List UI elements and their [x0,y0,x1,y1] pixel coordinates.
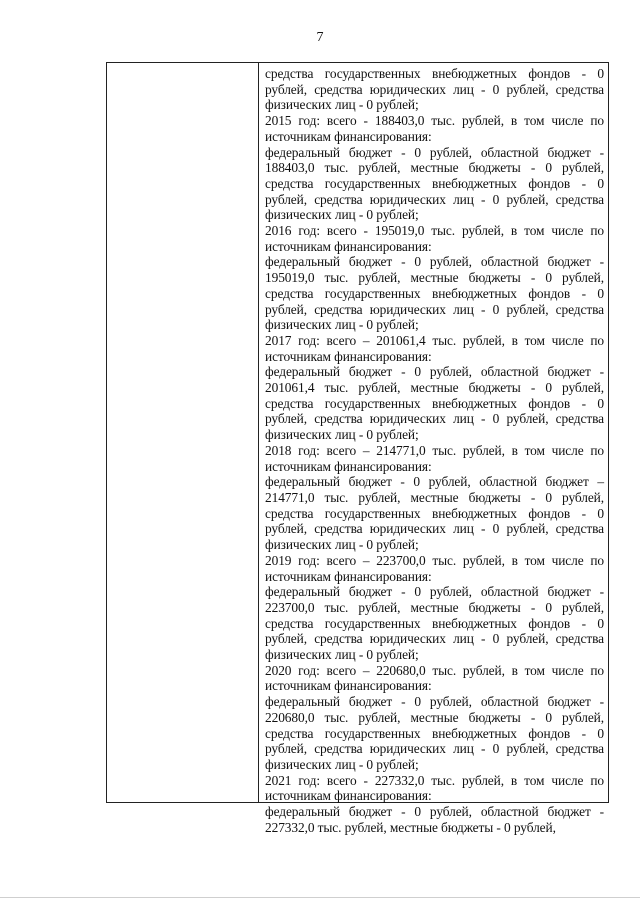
year-2018-total: 2018 год: всего – 214771,0 тыс. рублей, в том числе по источникам финансирования: [265,442,604,474]
year-2021-total: 2021 год: всего - 227332,0 тыс. рублей, в том числе по источникам финансирования: [265,772,604,804]
year-2019-breakdown: федеральный бюджет - 0 рублей, областной бюджет - 223700,0 тыс. рублей, местные бюджеты - 0 рублей, средства государственных внебюджетных фондов - 0 рублей, средства юридических лиц - 0 рублей, средства физических лиц - 0 рублей; [265,584,604,663]
table-content-cell [259,63,608,835]
year-2021-breakdown: федеральный бюджет - 0 рублей, областной бюджет - 227332,0 тыс. рублей, местные бюджеты - 0 рублей, [265,804,604,835]
funding-table [106,62,609,835]
funding-paragraph: средства государственных внебюджетных фондов - 0 рублей, средства юридических лиц - 0 рублей, средства физических лиц - 0 рублей; [265,66,604,113]
page-bottom-edge [0,897,640,898]
year-2020-total: 2020 год: всего – 220680,0 тыс. рублей, в том числе по источникам финансирования: [265,662,604,694]
table-label-cell [107,63,259,802]
year-2016-breakdown: федеральный бюджет - 0 рублей, областной бюджет - 195019,0 тыс. рублей, местные бюджеты - 0 рублей, средства государственных внебюджетных фондов - 0 рублей, средства юридических лиц - 0 рублей, средства физических лиц - 0 рублей; [265,254,604,333]
year-2016-total: 2016 год: всего - 195019,0 тыс. рублей, в том числе по источникам финансирования: [265,223,604,254]
year-2015-total: 2015 год: всего - 188403,0 тыс. рублей, в том числе по источникам финансирования: [265,113,604,144]
year-2018-breakdown: федеральный бюджет - 0 рублей, областной бюджет – 214771,0 тыс. рублей, местные бюджеты - 0 рублей, средства государственных внебюджетных фондов - 0 рублей, средства юридических лиц - 0 рублей, средства физических лиц - 0 рублей; [265,474,604,553]
year-2017-total: 2017 год: всего – 201061,4 тыс. рублей, в том числе по источникам финансирования: [265,332,604,364]
year-2019-total: 2019 год: всего – 223700,0 тыс. рублей, в том числе по источникам финансирования: [265,552,604,584]
page-number: 7 [316,30,324,45]
year-2020-breakdown: федеральный бюджет - 0 рублей, областной бюджет - 220680,0 тыс. рублей, местные бюджеты - 0 рублей, средства государственных внебюджетных фондов - 0 рублей, средства юридических лиц - 0 рублей, средства физических лиц - 0 рублей; [265,694,604,772]
year-2015-breakdown: федеральный бюджет - 0 рублей, областной бюджет - 188403,0 тыс. рублей, местные бюджеты - 0 рублей, средства государственных внебюджетных фондов - 0 рублей, средства юридических лиц - 0 рублей, средства физических лиц - 0 рублей; [265,144,604,223]
year-2017-breakdown: федеральный бюджет - 0 рублей, областной бюджет - 201061,4 тыс. рублей, местные бюджеты - 0 рублей, средства государственных внебюджетных фондов - 0 рублей, средства юридических лиц - 0 рублей, средства физических лиц - 0 рублей; [265,364,604,443]
